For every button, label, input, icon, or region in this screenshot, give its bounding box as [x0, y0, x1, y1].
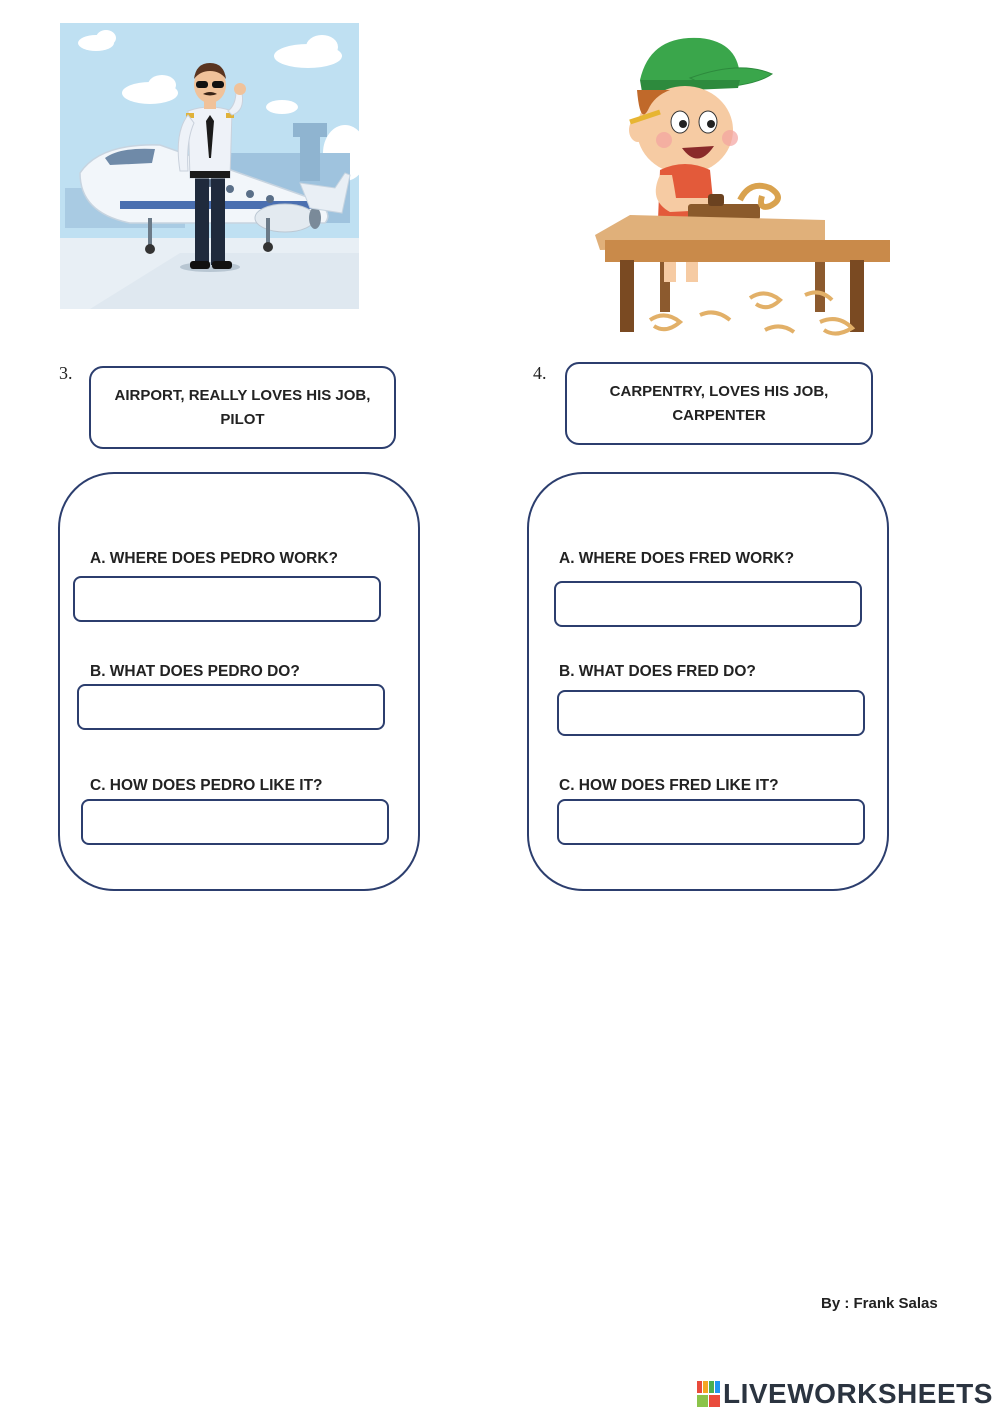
hint-box	[565, 362, 873, 445]
hint-line: CARPENTRY, LOVES HIS JOB,	[609, 382, 829, 400]
answer-input[interactable]	[557, 799, 865, 845]
question-label: A. WHERE DOES PEDRO WORK?	[90, 550, 339, 567]
question-label: C. HOW DOES PEDRO LIKE IT?	[90, 777, 323, 794]
exercise-number: 3.	[59, 363, 73, 383]
pilot-illustration	[60, 23, 359, 309]
logo-text: LIVEWORKSHEETS	[723, 1378, 993, 1409]
logo-badge-icon	[697, 1381, 721, 1407]
answer-input[interactable]	[73, 576, 381, 622]
carpenter-illustration	[590, 30, 900, 342]
hint-box	[89, 366, 396, 449]
author-credit: By : Frank Salas	[821, 1295, 938, 1312]
answer-input[interactable]	[554, 581, 862, 627]
hint-line: AIRPORT, REALLY LOVES HIS JOB,	[114, 386, 371, 404]
answer-input[interactable]	[557, 690, 865, 736]
hint-line: PILOT	[220, 410, 265, 428]
question-label: A. WHERE DOES FRED WORK?	[559, 550, 795, 567]
question-label: B. WHAT DOES FRED DO?	[559, 663, 756, 680]
exercise-number: 4.	[533, 363, 547, 383]
hint-line: CARPENTER	[672, 406, 766, 424]
liveworksheets-logo[interactable]	[697, 1378, 993, 1410]
answer-input[interactable]	[77, 684, 385, 730]
question-label: C. HOW DOES FRED LIKE IT?	[559, 777, 779, 794]
question-label: B. WHAT DOES PEDRO DO?	[90, 663, 300, 680]
answer-input[interactable]	[81, 799, 389, 845]
